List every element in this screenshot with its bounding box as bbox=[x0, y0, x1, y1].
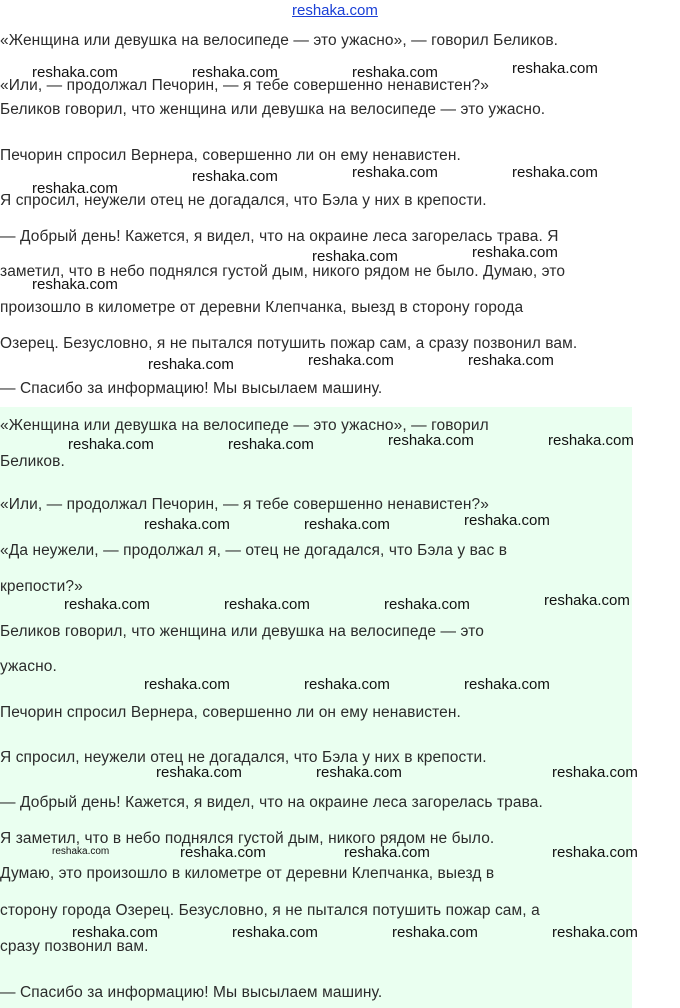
watermark: reshaka.com bbox=[468, 352, 554, 369]
text-line: Озерец. Безусловно, я не пытался потушить пожар сам, а сразу позвонил вам. bbox=[0, 335, 578, 352]
watermark: reshaka.com bbox=[464, 676, 550, 693]
text-line: Я спросил, неужели отец не догадался, что Бэла у них в крепости. bbox=[0, 192, 487, 209]
text-line: «Или, — продолжал Печорин, — я тебе совершенно ненавистен?» bbox=[0, 77, 489, 94]
text-line: «Да неужели, — продолжал я, — отец не догадался, что Бэла у вас в bbox=[0, 542, 508, 559]
watermark: reshaka.com bbox=[344, 844, 430, 861]
watermark: reshaka.com bbox=[312, 248, 398, 265]
watermark: reshaka.com bbox=[352, 164, 438, 181]
text-line: «Женщина или девушка на велосипеде — это ужасно», — говорил bbox=[0, 417, 489, 434]
watermark: reshaka.com bbox=[32, 64, 118, 81]
watermark: reshaka.com bbox=[384, 596, 470, 613]
watermark: reshaka.com bbox=[144, 516, 230, 533]
watermark: reshaka.com bbox=[224, 596, 310, 613]
watermark: reshaka.com bbox=[156, 764, 242, 781]
watermark: reshaka.com bbox=[544, 592, 630, 609]
text-line: Печорин спросил Вернера, совершенно ли он ему ненавистен. bbox=[0, 147, 461, 164]
watermark: reshaka.com bbox=[52, 846, 110, 857]
text-line: Беликов говорил, что женщина или девушка на велосипеде — это bbox=[0, 623, 484, 640]
text-line: заметил, что в небо поднялся густой дым, никого рядом не было. Думаю, это bbox=[0, 263, 566, 280]
watermark: reshaka.com bbox=[552, 764, 638, 781]
text-line: Думаю, это произошло в километре от деревни Клепчанка, выезд в bbox=[0, 865, 495, 882]
text-line: сторону города Озерец. Безусловно, я не пытался потушить пожар сам, а bbox=[0, 902, 540, 919]
watermark: reshaka.com bbox=[352, 64, 438, 81]
watermark: reshaka.com bbox=[472, 244, 558, 261]
text-line: Беликов говорил, что женщина или девушка на велосипеде — это ужасно. bbox=[0, 101, 546, 118]
watermark: reshaka.com bbox=[552, 924, 638, 941]
text-line: сразу позвонил вам. bbox=[0, 938, 149, 955]
text-line: ужасно. bbox=[0, 658, 57, 675]
watermark: reshaka.com bbox=[392, 924, 478, 941]
watermark: reshaka.com bbox=[512, 60, 598, 77]
watermark: reshaka.com bbox=[180, 844, 266, 861]
text-line: Беликов. bbox=[0, 453, 65, 470]
watermark: reshaka.com bbox=[552, 844, 638, 861]
watermark: reshaka.com bbox=[144, 676, 230, 693]
watermark: reshaka.com bbox=[232, 924, 318, 941]
text-line: — Добрый день! Кажется, я видел, что на окраине леса загорелась трава. Я bbox=[0, 228, 559, 245]
text-line: произошло в километре от деревни Клепчанка, выезд в сторону города bbox=[0, 299, 524, 316]
text-line: «Женщина или девушка на велосипеде — это ужасно», — говорил Беликов. bbox=[0, 32, 559, 49]
watermark: reshaka.com bbox=[304, 516, 390, 533]
text-line: Печорин спросил Вернера, совершенно ли он ему ненавистен. bbox=[0, 704, 461, 721]
site-link[interactable]: reshaka.com bbox=[292, 2, 378, 19]
watermark: reshaka.com bbox=[68, 436, 154, 453]
watermark: reshaka.com bbox=[464, 512, 550, 529]
text-line: крепости?» bbox=[0, 578, 83, 595]
text-line: — Спасибо за информацию! Мы высылаем машину. bbox=[0, 380, 383, 397]
watermark: reshaka.com bbox=[192, 168, 278, 185]
watermark: reshaka.com bbox=[512, 164, 598, 181]
text-line: — Спасибо за информацию! Мы высылаем машину. bbox=[0, 984, 383, 1001]
watermark: reshaka.com bbox=[308, 352, 394, 369]
watermark: reshaka.com bbox=[316, 764, 402, 781]
watermark: reshaka.com bbox=[192, 64, 278, 81]
watermark: reshaka.com bbox=[72, 924, 158, 941]
watermark: reshaka.com bbox=[304, 676, 390, 693]
watermark: reshaka.com bbox=[32, 180, 118, 197]
text-line: Я заметил, что в небо поднялся густой дым, никого рядом не было. bbox=[0, 830, 495, 847]
text-line: «Или, — продолжал Печорин, — я тебе совершенно ненавистен?» bbox=[0, 496, 489, 513]
text-line: — Добрый день! Кажется, я видел, что на окраине леса загорелась трава. bbox=[0, 794, 543, 811]
watermark: reshaka.com bbox=[548, 432, 634, 449]
watermark: reshaka.com bbox=[64, 596, 150, 613]
watermark: reshaka.com bbox=[228, 436, 314, 453]
watermark: reshaka.com bbox=[32, 276, 118, 293]
text-line: Я спросил, неужели отец не догадался, что Бэла у них в крепости. bbox=[0, 749, 487, 766]
watermark: reshaka.com bbox=[388, 432, 474, 449]
watermark: reshaka.com bbox=[148, 356, 234, 373]
